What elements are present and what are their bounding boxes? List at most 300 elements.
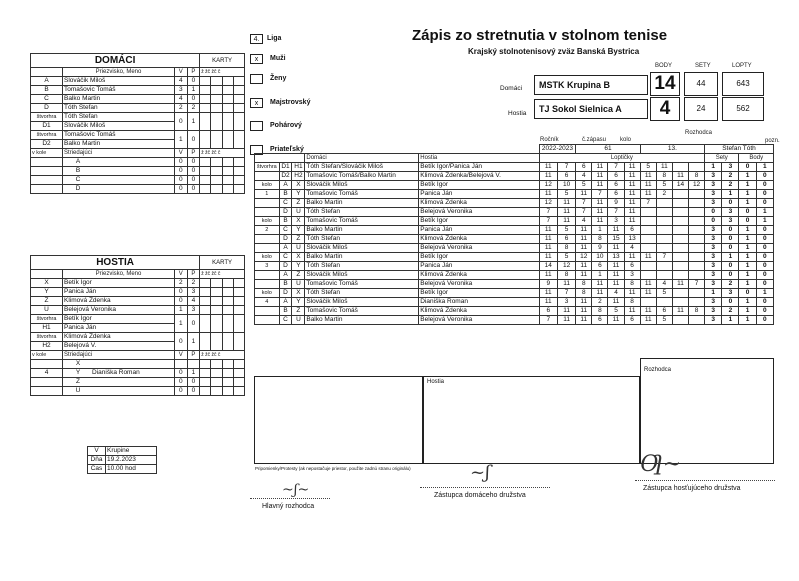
set-score: 11 — [624, 163, 640, 172]
sub-kolo — [31, 167, 63, 176]
cards-subheader: ž žč žč č — [200, 68, 245, 77]
blank — [31, 270, 63, 279]
set-score: 7 — [608, 208, 624, 217]
category-checkbox-3[interactable] — [250, 121, 263, 131]
set-score: 6 — [557, 235, 575, 244]
set-score: 11 — [557, 217, 575, 226]
sub-wins — [175, 360, 188, 369]
sets-home: 0 — [705, 217, 722, 226]
set-score: 4 — [624, 244, 640, 253]
set-score: 9 — [592, 244, 608, 253]
set-score: 11 — [539, 172, 557, 181]
set-score — [656, 298, 672, 307]
match-home-code: A — [279, 271, 292, 280]
card-cell — [233, 378, 244, 387]
points-home: 1 — [739, 190, 756, 199]
set-score: 6 — [557, 172, 575, 181]
card-cell — [233, 131, 244, 149]
set-score: 6 — [608, 181, 624, 190]
set-score: 10 — [557, 181, 575, 190]
zastupca-domaci-label: Zástupca domáceho družstva — [434, 492, 526, 499]
set-score: 11 — [539, 289, 557, 298]
set-score: 11 — [640, 253, 656, 262]
match-away-player: Klimová Zdenka — [419, 199, 539, 208]
set-score: 11 — [640, 280, 656, 289]
set-score: 7 — [557, 289, 575, 298]
sets-away: 0 — [722, 298, 739, 307]
set-score: 11 — [539, 244, 557, 253]
place-value: Krupine — [106, 447, 157, 456]
sets-away: 0 — [722, 235, 739, 244]
player-letter: Y — [31, 288, 63, 297]
doubles-player: Panica Ján — [63, 324, 175, 333]
league-number: 4. — [250, 34, 263, 44]
score-box — [500, 63, 765, 123]
points-away: 0 — [756, 280, 773, 289]
set-score — [656, 208, 672, 217]
match-kolo — [255, 307, 280, 316]
card-cell — [233, 333, 244, 351]
set-score: 2 — [592, 298, 608, 307]
set-score: 8 — [557, 244, 575, 253]
card-cell — [222, 158, 233, 167]
match-home-code: D — [279, 289, 292, 298]
set-score: 11 — [592, 172, 608, 181]
card-cell — [233, 86, 244, 95]
player-letter: C — [31, 95, 63, 104]
match-home-code: C — [279, 199, 292, 208]
sub-letter: D — [75, 185, 81, 192]
points-away: 1 — [756, 217, 773, 226]
sub-name — [63, 176, 175, 185]
match-away-code: Y — [292, 262, 305, 271]
set-score — [689, 253, 705, 262]
set-score: 4 — [656, 280, 672, 289]
set-score: 11 — [624, 181, 640, 190]
set-score: 11 — [576, 235, 592, 244]
meta-rozhodca-label: Rozhodca — [685, 130, 713, 136]
match-away-player: Panica Ján — [419, 190, 539, 199]
points-away: 1 — [756, 289, 773, 298]
match-kolo: kolo — [255, 181, 280, 190]
doubles-label: štvorhra — [31, 131, 63, 140]
category-checkbox-0[interactable]: x — [250, 54, 263, 64]
meta-rocnik: 2022-2023 — [539, 145, 576, 154]
sub-kolo — [31, 387, 63, 396]
points-home: 1 — [739, 253, 756, 262]
category-checkbox-2[interactable]: x — [250, 98, 263, 108]
sub-letter: B — [75, 167, 81, 174]
set-score — [689, 298, 705, 307]
sets-home: 3 — [705, 172, 722, 181]
set-score: 8 — [624, 280, 640, 289]
sub-letter: Z — [76, 378, 80, 385]
player-letter: B — [31, 86, 63, 95]
match-away-player: Betík Igor/Panica Ján — [419, 163, 539, 172]
set-score — [689, 289, 705, 298]
col-sety: Sety — [705, 154, 739, 163]
points-home: 1 — [739, 226, 756, 235]
match-away-player: Dianiška Roman — [419, 298, 539, 307]
match-away-player: Belejová Veronika — [419, 280, 539, 289]
points-home: 1 — [739, 244, 756, 253]
sets-away: 1 — [722, 190, 739, 199]
sub-letter: A — [75, 158, 81, 165]
sub-losses: 0 — [187, 378, 200, 387]
set-score: 11 — [576, 190, 592, 199]
points-home: 0 — [739, 208, 756, 217]
match-kolo: kolo — [255, 289, 280, 298]
set-score: 6 — [624, 262, 640, 271]
sets-away: 2 — [722, 307, 739, 316]
cards-subheader: ž žč žč č — [200, 270, 245, 279]
cards-subheader: ž žč žč č — [200, 351, 245, 360]
set-score: 11 — [539, 163, 557, 172]
set-score: 7 — [539, 217, 557, 226]
match-home-code: B — [279, 280, 292, 289]
set-score — [656, 262, 672, 271]
away-team-name: TJ Sokol Sielnica A — [534, 99, 648, 119]
card-cell — [200, 279, 211, 288]
card-cell — [211, 77, 222, 86]
set-score: 5 — [557, 253, 575, 262]
points-away: 0 — [756, 172, 773, 181]
set-score: 7 — [608, 163, 624, 172]
set-score — [689, 190, 705, 199]
card-cell — [222, 360, 233, 369]
set-score: 11 — [608, 226, 624, 235]
match-home-player: Tomašovic Tomáš/Balko Martin — [305, 172, 419, 181]
set-score: 7 — [689, 280, 705, 289]
card-cell — [200, 95, 211, 104]
set-score — [656, 235, 672, 244]
name-header: Priezvisko, Meno — [63, 270, 175, 279]
set-score — [656, 217, 672, 226]
card-cell — [222, 387, 233, 396]
set-score — [672, 235, 688, 244]
card-cell — [200, 104, 211, 113]
remarks-hostia-label: Hostia — [427, 379, 445, 385]
points-home: 0 — [739, 289, 756, 298]
line-zast-dom — [420, 487, 550, 488]
sub-wins: 0 — [175, 167, 188, 176]
points-away: 0 — [756, 307, 773, 316]
set-score: 11 — [640, 181, 656, 190]
match-kolo — [255, 244, 280, 253]
set-score — [656, 226, 672, 235]
set-score: 11 — [592, 199, 608, 208]
set-score — [640, 235, 656, 244]
match-kolo: 3 — [255, 262, 280, 271]
card-cell — [222, 77, 233, 86]
set-score: 8 — [592, 235, 608, 244]
losses-header: P — [187, 270, 200, 279]
set-score: 7 — [640, 199, 656, 208]
match-home-player: Tóth Štefan — [305, 208, 419, 217]
sets-home: 3 — [705, 190, 722, 199]
doubles-player: Tomašovic Tomáš — [63, 131, 175, 140]
losses-header: P — [187, 351, 200, 360]
match-away-code: H2 — [292, 172, 305, 181]
card-cell — [222, 333, 233, 351]
set-score — [689, 226, 705, 235]
points-home: 1 — [739, 280, 756, 289]
doubles-player: Balko Martin — [63, 140, 175, 149]
sub-wins: 0 — [175, 387, 188, 396]
doubles-code: H1 — [31, 324, 63, 333]
sets-away: 3 — [722, 163, 739, 172]
set-score — [672, 199, 688, 208]
sub-wins: 0 — [175, 378, 188, 387]
meta-cislo: 61 — [576, 145, 640, 154]
sub-kolo-header: v kole — [31, 149, 63, 158]
doubles-player: Betík Igor — [63, 315, 175, 324]
set-score: 11 — [656, 163, 672, 172]
player-letter: X — [31, 279, 63, 288]
set-score — [672, 316, 688, 325]
points-home: 1 — [739, 316, 756, 325]
match-kolo: 2 — [255, 226, 280, 235]
sets-home: 3 — [705, 298, 722, 307]
points-away: 0 — [756, 253, 773, 262]
match-away-player: Betík Igor — [419, 289, 539, 298]
set-score — [640, 271, 656, 280]
set-score: 6 — [576, 163, 592, 172]
card-cell — [200, 113, 211, 131]
points-home: 0 — [739, 163, 756, 172]
set-score: 11 — [539, 271, 557, 280]
blank — [255, 145, 540, 154]
match-away-code: Y — [292, 190, 305, 199]
category-label-4: Priateľský — [270, 146, 304, 153]
set-score — [672, 253, 688, 262]
points-home: 1 — [739, 307, 756, 316]
page-title: Zápis zo stretnutia v stolnom tenise — [412, 27, 668, 44]
doubles-player: Tóth Štefan — [63, 113, 175, 122]
meta-rocnik-label: Ročník — [540, 137, 559, 143]
set-score: 11 — [624, 208, 640, 217]
match-home-player: Tomašovic Tomáš — [305, 280, 419, 289]
losses-header: P — [187, 68, 200, 77]
match-away-player: Klimová Zdenka — [419, 307, 539, 316]
sets-home: 0 — [705, 208, 722, 217]
card-cell — [200, 77, 211, 86]
card-cell — [211, 333, 222, 351]
set-score: 15 — [608, 235, 624, 244]
doubles-losses: 0 — [187, 131, 200, 149]
card-cell — [211, 369, 222, 378]
match-home-code: B — [279, 307, 292, 316]
set-score: 8 — [576, 280, 592, 289]
set-score: 11 — [576, 271, 592, 280]
place-label: V — [88, 447, 106, 456]
points-away: 0 — [756, 181, 773, 190]
card-cell — [222, 176, 233, 185]
match-home-code: D — [279, 208, 292, 217]
doubles-label: štvorhra — [31, 333, 63, 342]
set-score: 11 — [672, 307, 688, 316]
sets-home: 3 — [705, 199, 722, 208]
sets-away: 2 — [722, 181, 739, 190]
hostia-table — [30, 255, 245, 396]
set-score: 11 — [557, 307, 575, 316]
score-header-body: BODY — [655, 63, 673, 69]
set-score: 12 — [689, 181, 705, 190]
card-cell — [211, 131, 222, 149]
card-cell — [211, 104, 222, 113]
set-score — [689, 235, 705, 244]
line-zast-host — [635, 480, 775, 481]
wins-header: V — [175, 270, 188, 279]
set-score — [672, 163, 688, 172]
card-cell — [200, 158, 211, 167]
card-cell — [222, 167, 233, 176]
player-losses: 2 — [187, 279, 200, 288]
cards-header: KARTY — [200, 54, 245, 68]
player-wins: 0 — [175, 297, 188, 306]
player-name: Belejová Veronika — [63, 306, 175, 315]
sets-home: 3 — [705, 181, 722, 190]
doubles-code: H2 — [31, 342, 63, 351]
match-away-code: Y — [292, 298, 305, 307]
set-score: 11 — [539, 235, 557, 244]
points-away: 0 — [756, 244, 773, 253]
match-home-player: Slováčik Miloš — [305, 244, 419, 253]
blank — [255, 154, 305, 163]
points-home: 1 — [739, 172, 756, 181]
set-score: 11 — [557, 280, 575, 289]
sub-wins: 0 — [175, 185, 188, 194]
home-sets: 44 — [684, 72, 718, 96]
player-letter: U — [31, 306, 63, 315]
points-away: 0 — [756, 226, 773, 235]
league-label: Liga — [267, 35, 282, 42]
set-score: 5 — [557, 226, 575, 235]
set-score: 11 — [672, 280, 688, 289]
set-score — [640, 217, 656, 226]
match-home-code: D1 — [279, 163, 292, 172]
points-home: 1 — [739, 262, 756, 271]
set-score: 5 — [557, 190, 575, 199]
set-score: 11 — [608, 244, 624, 253]
match-home-code: D2 — [279, 172, 292, 181]
set-score: 1 — [592, 226, 608, 235]
set-score: 9 — [608, 199, 624, 208]
match-away-code: Y — [292, 226, 305, 235]
match-kolo: štvorhra — [255, 163, 280, 172]
match-home-player: Balko Martin — [305, 199, 419, 208]
losses-header: P — [187, 149, 200, 158]
doubles-wins: 0 — [175, 113, 188, 131]
player-wins: 4 — [175, 95, 188, 104]
card-cell — [222, 288, 233, 297]
set-score: 8 — [689, 172, 705, 181]
sub-kolo — [31, 176, 63, 185]
set-score — [656, 244, 672, 253]
category-checkbox-1[interactable] — [250, 74, 263, 84]
set-score: 13 — [608, 253, 624, 262]
set-score — [656, 199, 672, 208]
doubles-losses: 1 — [187, 333, 200, 351]
set-score — [640, 298, 656, 307]
set-score: 6 — [539, 307, 557, 316]
player-letter: D — [31, 104, 63, 113]
set-score: 6 — [608, 172, 624, 181]
points-away: 0 — [756, 199, 773, 208]
sets-home: 3 — [705, 253, 722, 262]
category-label-2: Majstrovský — [270, 99, 311, 106]
home-points: 14 — [650, 72, 680, 96]
card-cell — [222, 185, 233, 194]
set-score: 7 — [557, 163, 575, 172]
date-value: 19.2.2023 — [106, 456, 157, 465]
away-sets: 24 — [684, 97, 718, 121]
sets-away: 3 — [722, 217, 739, 226]
set-score: 10 — [592, 253, 608, 262]
match-away-player: Betík Igor — [419, 181, 539, 190]
set-score: 11 — [592, 163, 608, 172]
card-cell — [222, 378, 233, 387]
set-score: 11 — [592, 289, 608, 298]
domaci-title: DOMÁCI — [31, 54, 200, 68]
sub-letter: C — [75, 176, 81, 183]
card-cell — [222, 297, 233, 306]
sub-kolo — [31, 158, 63, 167]
doubles-player: Slováčik Miloš — [63, 122, 175, 131]
set-score: 12 — [576, 253, 592, 262]
match-home-player: Slováčik Miloš — [305, 181, 419, 190]
set-score: 4 — [576, 217, 592, 226]
set-score: 11 — [576, 262, 592, 271]
set-score: 11 — [576, 226, 592, 235]
away-points: 4 — [650, 97, 680, 121]
match-kolo — [255, 208, 280, 217]
match-away-player: Betík Igor — [419, 217, 539, 226]
sets-away: 0 — [722, 262, 739, 271]
set-score — [672, 262, 688, 271]
set-score: 11 — [640, 289, 656, 298]
set-score: 14 — [539, 262, 557, 271]
card-cell — [233, 369, 244, 378]
doubles-wins: 0 — [175, 333, 188, 351]
match-home-player: Slováčik Miloš — [305, 271, 419, 280]
set-score — [672, 226, 688, 235]
sub-losses: 0 — [187, 185, 200, 194]
points-home: 0 — [739, 217, 756, 226]
domaci-table — [30, 53, 245, 194]
col-domaci: Domáci — [305, 154, 419, 163]
set-score: 11 — [592, 181, 608, 190]
sub-player: Dianiška Roman — [92, 369, 140, 376]
set-score: 11 — [624, 199, 640, 208]
set-score — [656, 271, 672, 280]
set-score: 11 — [539, 226, 557, 235]
set-score: 8 — [592, 307, 608, 316]
match-away-player: Klimová Zdenka — [419, 235, 539, 244]
set-score: 6 — [592, 262, 608, 271]
match-home-player: Tóth Štefan — [305, 262, 419, 271]
match-home-code: A — [279, 298, 292, 307]
card-cell — [211, 360, 222, 369]
match-away-code: Z — [292, 235, 305, 244]
col-body: Body — [739, 154, 774, 163]
sets-away: 1 — [722, 253, 739, 262]
match-home-player: Balko Martin — [305, 316, 419, 325]
match-away-code: U — [292, 280, 305, 289]
set-score: 8 — [557, 271, 575, 280]
sets-home: 3 — [705, 244, 722, 253]
set-score: 7 — [576, 208, 592, 217]
